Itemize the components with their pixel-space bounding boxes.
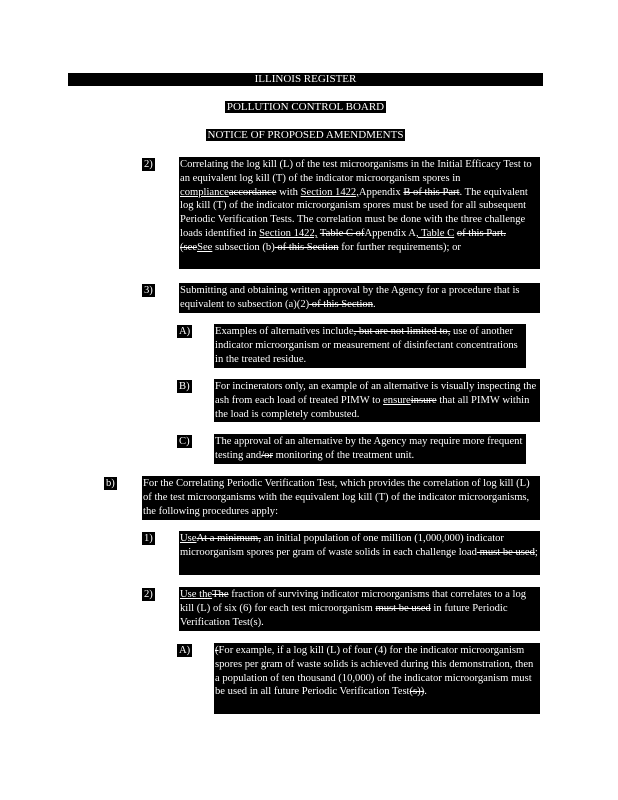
item-b2a-label: A) — [179, 645, 191, 656]
deleted-text: must be used — [476, 546, 535, 558]
item-a-text — [214, 324, 526, 368]
subsection-b-part: For the Correlating Periodic Verification Test, which provides the correlation of log kill (L) of the test microorganisms with the equivalent log kill (T) of the indicator microorganisms, the following procedures apply: — [143, 478, 530, 517]
item-b2-part: in future Periodic Verification Test(s). — [180, 602, 508, 628]
item-3-part: Submitting and obtaining written approval by the Agency for a procedure that is equivalent to subsection (a)(2) — [180, 285, 520, 310]
board-title — [68, 101, 543, 114]
deleted-text: ) — [420, 686, 425, 698]
item-b1-text — [179, 531, 540, 575]
deleted-text: /or — [261, 449, 273, 461]
item-b-label: B) — [179, 381, 190, 392]
item-b1-part: an initial population of one million (1,000,000) indicator microorganism spores per gram of waste solids in each challenge load — [180, 533, 504, 558]
item-b2a-text — [214, 643, 540, 714]
inserted-text: See — [197, 241, 213, 253]
item-b-part: that all PIMW within the load is completely combusted. — [215, 394, 530, 420]
deleted-text: of this Part. (see — [180, 227, 506, 253]
item-b2-label: 2) — [144, 589, 153, 600]
item-2-part: subsection (b) — [212, 241, 275, 253]
item-c-part: monitoring of the treatment unit. — [272, 449, 415, 461]
inserted-text: , Table C — [415, 227, 455, 239]
subsection-b-label: b) — [106, 478, 115, 489]
board-title-text: POLLUTION CONTROL BOARD — [226, 101, 385, 113]
item-a-part: Examples of alternatives include — [215, 326, 354, 337]
deleted-text: ( — [215, 645, 219, 656]
deleted-text: B of this Part — [403, 186, 460, 198]
item-b2a-part: . — [424, 686, 427, 698]
item-b-part: For incinerators only, an example of an alternative is visually inspecting the ash from each load of treated PIMW to — [215, 381, 537, 406]
item-2-part: for further requirements); or — [338, 241, 461, 253]
item-2-label: 2) — [144, 159, 153, 170]
item-c-part: The approval of an alternative by the Agency may require more frequent testing and — [215, 436, 523, 461]
deleted-text: insure — [410, 394, 437, 406]
inserted-text: Section 1422, — [300, 186, 359, 198]
register-title: ILLINOIS REGISTER — [254, 73, 357, 85]
item-2-part: . The equivalent log kill (T) of the indicator microorganism spores must be used for all subsequent Periodic Verification Tests. The correlation must be done with the three challenge loads identified in — [180, 186, 528, 239]
inserted-text: compliance — [180, 186, 229, 198]
item-3-label: 3) — [144, 285, 153, 296]
deleted-text: of this Section — [274, 241, 339, 253]
item-a-label: A) — [179, 326, 191, 337]
item-c-label: C) — [179, 436, 190, 447]
item-2-text — [179, 157, 540, 269]
deleted-text: The — [212, 589, 229, 600]
item-2-part: Appendix — [358, 186, 404, 198]
item-3-text — [179, 283, 540, 313]
notice-title-text: NOTICE OF PROPOSED AMENDMENTS — [207, 129, 404, 141]
item-2-part: with — [276, 186, 301, 198]
deleted-text: accordance — [228, 186, 277, 198]
deleted-text: , but are not limited to, — [353, 326, 451, 337]
deleted-text: At a minimum, — [196, 533, 261, 544]
item-b2-text — [179, 587, 540, 631]
inserted-text: Section 1422, — [259, 227, 318, 239]
deleted-text: must be used — [375, 602, 431, 614]
item-b1-part: ; — [534, 546, 538, 558]
item-2-part: Correlating the log kill (L) of the test microorganisms in the Initial Efficacy Test to an equivalent log kill (T) of the indicator microorganism spores in — [180, 159, 532, 184]
item-2-part: Appendix A — [364, 227, 416, 239]
item-b1-label: 1) — [144, 533, 153, 544]
item-3-part: . — [373, 298, 376, 310]
inserted-text: ensure — [383, 394, 411, 406]
deleted-text: (s) — [409, 686, 421, 698]
deleted-text: of this Section — [309, 298, 374, 310]
inserted-text: Use the — [180, 589, 213, 600]
subsection-b-text — [142, 476, 540, 520]
item-b2a-part: For example, if a log kill (L) of four (4) for the indicator microorganism spores per gram of waste solids is achieved during this demonstration, then a population of ten thousand (10,000) of the indicator microorganism must be used in all future Periodic Verification Test — [215, 645, 534, 698]
deleted-text: Table C of — [319, 227, 365, 239]
inserted-text: Use — [180, 533, 197, 544]
item-c-text — [214, 434, 526, 464]
item-a-part: use of another indicator microorganism or measurement of disinfectant concentrations in the treated residue. — [215, 326, 518, 365]
item-b2-part: fraction of surviving indicator microorganisms that correlates to a log kill (L) of six (6) for each test microorganism — [180, 589, 527, 614]
item-b-text — [214, 379, 540, 422]
notice-title — [68, 129, 543, 142]
